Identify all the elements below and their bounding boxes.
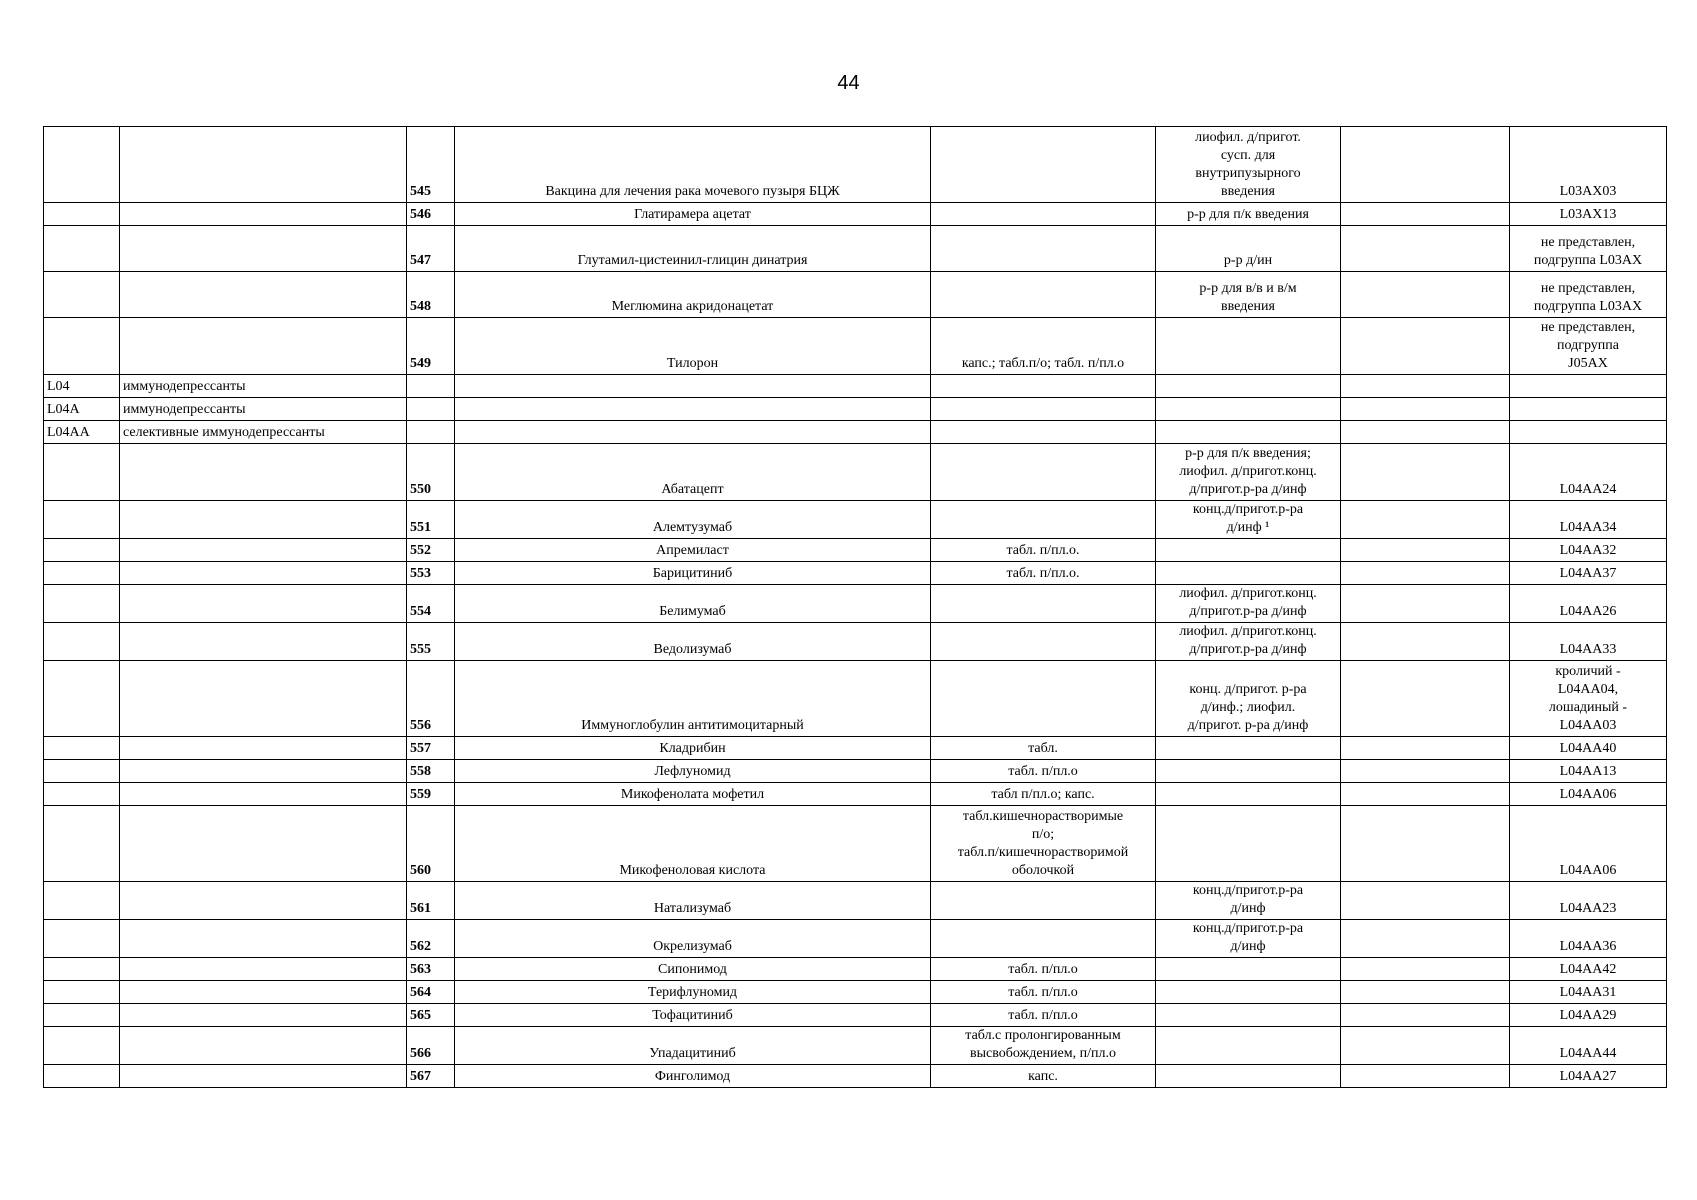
extra-cell — [1341, 981, 1510, 1004]
row-number-cell: 557 — [407, 737, 455, 760]
injection-form-cell: конц. д/пригот. р-ра д/инф.; лиофил. д/пригот. р-ра д/инф — [1156, 661, 1341, 737]
injection-form-cell: конц.д/пригот.р-ра д/инф — [1156, 920, 1341, 958]
group-name-cell — [120, 1065, 407, 1088]
drug-name-cell — [455, 398, 931, 421]
injection-form-cell — [1156, 1004, 1341, 1027]
injection-form-cell — [1156, 398, 1341, 421]
row-number-cell: 559 — [407, 783, 455, 806]
row-number-cell — [407, 375, 455, 398]
table-row — [44, 737, 1667, 760]
table-row — [44, 444, 1667, 501]
group-name-cell — [120, 203, 407, 226]
drug-name-cell — [455, 421, 931, 444]
atc-group-code-cell — [44, 760, 120, 783]
group-name-cell: селективные иммунодепрессанты — [120, 421, 407, 444]
extra-cell — [1341, 882, 1510, 920]
table-row — [44, 203, 1667, 226]
table-row — [44, 398, 1667, 421]
dosage-form-cell: табл. п/пл.о — [931, 958, 1156, 981]
dosage-form-cell: капс.; табл.п/о; табл. п/пл.о — [931, 318, 1156, 375]
atc-code-cell: L04AA44 — [1510, 1027, 1667, 1065]
row-number-cell: 556 — [407, 661, 455, 737]
table-row — [44, 318, 1667, 375]
table-row — [44, 760, 1667, 783]
atc-group-code-cell — [44, 882, 120, 920]
row-number-cell: 558 — [407, 760, 455, 783]
group-name-cell — [120, 127, 407, 203]
drug-name-cell: Белимумаб — [455, 585, 931, 623]
row-number-cell: 561 — [407, 882, 455, 920]
group-name-cell: иммунодепрессанты — [120, 375, 407, 398]
atc-group-code-cell — [44, 661, 120, 737]
drug-table — [43, 126, 1667, 1088]
atc-group-code-cell — [44, 958, 120, 981]
extra-cell — [1341, 623, 1510, 661]
injection-form-cell — [1156, 760, 1341, 783]
atc-group-code-cell — [44, 318, 120, 375]
row-number-cell: 564 — [407, 981, 455, 1004]
dosage-form-cell — [931, 127, 1156, 203]
group-name-cell — [120, 226, 407, 272]
drug-name-cell: Тофацитиниб — [455, 1004, 931, 1027]
drug-name-cell: Апремиласт — [455, 539, 931, 562]
extra-cell — [1341, 398, 1510, 421]
table-body — [44, 127, 1667, 1088]
group-name-cell — [120, 661, 407, 737]
extra-cell — [1341, 783, 1510, 806]
group-name-cell — [120, 920, 407, 958]
drug-name-cell: Барицитиниб — [455, 562, 931, 585]
extra-cell — [1341, 226, 1510, 272]
extra-cell — [1341, 421, 1510, 444]
row-number-cell: 554 — [407, 585, 455, 623]
row-number-cell: 546 — [407, 203, 455, 226]
atc-group-code-cell — [44, 272, 120, 318]
atc-group-code-cell — [44, 981, 120, 1004]
atc-code-cell: L04AA06 — [1510, 783, 1667, 806]
atc-group-code-cell — [44, 1004, 120, 1027]
dosage-form-cell — [931, 421, 1156, 444]
atc-code-cell: L03AX13 — [1510, 203, 1667, 226]
group-name-cell — [120, 585, 407, 623]
row-number-cell: 563 — [407, 958, 455, 981]
atc-code-cell — [1510, 421, 1667, 444]
drug-name-cell: Ведолизумаб — [455, 623, 931, 661]
atc-code-cell: L04AA13 — [1510, 760, 1667, 783]
group-name-cell — [120, 1027, 407, 1065]
extra-cell — [1341, 920, 1510, 958]
row-number-cell: 551 — [407, 501, 455, 539]
table-row — [44, 226, 1667, 272]
row-number-cell: 547 — [407, 226, 455, 272]
drug-name-cell: Микофенолата мофетил — [455, 783, 931, 806]
group-name-cell — [120, 882, 407, 920]
row-number-cell — [407, 421, 455, 444]
dosage-form-cell — [931, 920, 1156, 958]
drug-name-cell: Окрелизумаб — [455, 920, 931, 958]
row-number-cell: 565 — [407, 1004, 455, 1027]
injection-form-cell: лиофил. д/пригот.конц. д/пригот.р-ра д/инф — [1156, 585, 1341, 623]
injection-form-cell: р-р для п/к введения; лиофил. д/пригот.конц. д/пригот.р-ра д/инф — [1156, 444, 1341, 501]
injection-form-cell — [1156, 783, 1341, 806]
drug-name-cell: Натализумаб — [455, 882, 931, 920]
row-number-cell: 552 — [407, 539, 455, 562]
drug-name-cell: Глатирамера ацетат — [455, 203, 931, 226]
atc-group-code-cell — [44, 737, 120, 760]
atc-code-cell: L04AA42 — [1510, 958, 1667, 981]
group-name-cell — [120, 981, 407, 1004]
group-name-cell — [120, 539, 407, 562]
extra-cell — [1341, 318, 1510, 375]
extra-cell — [1341, 375, 1510, 398]
atc-code-cell: L04AA23 — [1510, 882, 1667, 920]
atc-code-cell: L04AA34 — [1510, 501, 1667, 539]
atc-code-cell: L04AA37 — [1510, 562, 1667, 585]
table-row — [44, 501, 1667, 539]
injection-form-cell: лиофил. д/пригот.конц. д/пригот.р-ра д/инф — [1156, 623, 1341, 661]
table-row — [44, 981, 1667, 1004]
drug-name-cell: Микофеноловая кислота — [455, 806, 931, 882]
atc-code-cell: кроличий - L04AA04, лошадиный - L04AA03 — [1510, 661, 1667, 737]
table-row — [44, 585, 1667, 623]
drug-name-cell: Вакцина для лечения рака мочевого пузыря БЦЖ — [455, 127, 931, 203]
dosage-form-cell: табл п/пл.о; капс. — [931, 783, 1156, 806]
atc-code-cell: L03AX03 — [1510, 127, 1667, 203]
dosage-form-cell: капс. — [931, 1065, 1156, 1088]
extra-cell — [1341, 661, 1510, 737]
group-name-cell — [120, 958, 407, 981]
drug-name-cell: Финголимод — [455, 1065, 931, 1088]
atc-group-code-cell — [44, 920, 120, 958]
dosage-form-cell — [931, 623, 1156, 661]
extra-cell — [1341, 1027, 1510, 1065]
dosage-form-cell: табл.с пролонгированным высвобождением, п/пл.о — [931, 1027, 1156, 1065]
injection-form-cell — [1156, 1065, 1341, 1088]
page-number: 44 — [837, 72, 860, 94]
atc-code-cell: не представлен, подгруппа L03AX — [1510, 272, 1667, 318]
row-number-cell: 550 — [407, 444, 455, 501]
table-row — [44, 1004, 1667, 1027]
row-number-cell: 567 — [407, 1065, 455, 1088]
table-row — [44, 272, 1667, 318]
drug-name-cell: Меглюмина акридонацетат — [455, 272, 931, 318]
atc-group-code-cell — [44, 444, 120, 501]
atc-code-cell: L04AA26 — [1510, 585, 1667, 623]
group-name-cell — [120, 783, 407, 806]
injection-form-cell — [1156, 981, 1341, 1004]
drug-name-cell: Абатацепт — [455, 444, 931, 501]
drug-name-cell: Тилорон — [455, 318, 931, 375]
atc-group-code-cell — [44, 539, 120, 562]
injection-form-cell: р-р для п/к введения — [1156, 203, 1341, 226]
table-row — [44, 920, 1667, 958]
dosage-form-cell — [931, 375, 1156, 398]
table-row — [44, 1065, 1667, 1088]
group-name-cell — [120, 562, 407, 585]
row-number-cell: 548 — [407, 272, 455, 318]
injection-form-cell — [1156, 375, 1341, 398]
atc-group-code-cell: L04AA — [44, 421, 120, 444]
extra-cell — [1341, 1065, 1510, 1088]
injection-form-cell: конц.д/пригот.р-ра д/инф — [1156, 882, 1341, 920]
atc-code-cell: не представлен, подгруппа J05AX — [1510, 318, 1667, 375]
injection-form-cell — [1156, 1027, 1341, 1065]
extra-cell — [1341, 585, 1510, 623]
group-name-cell — [120, 806, 407, 882]
extra-cell — [1341, 958, 1510, 981]
atc-group-code-cell — [44, 783, 120, 806]
row-number-cell: 555 — [407, 623, 455, 661]
extra-cell — [1341, 539, 1510, 562]
row-number-cell: 566 — [407, 1027, 455, 1065]
drug-name-cell: Лефлуномид — [455, 760, 931, 783]
extra-cell — [1341, 806, 1510, 882]
atc-code-cell: L04AA24 — [1510, 444, 1667, 501]
drug-name-cell: Сипонимод — [455, 958, 931, 981]
table-row — [44, 958, 1667, 981]
drug-name-cell: Упадацитиниб — [455, 1027, 931, 1065]
atc-group-code-cell — [44, 226, 120, 272]
drug-name-cell: Терифлуномид — [455, 981, 931, 1004]
table-row — [44, 375, 1667, 398]
extra-cell — [1341, 272, 1510, 318]
dosage-form-cell: табл. п/пл.о — [931, 1004, 1156, 1027]
row-number-cell: 562 — [407, 920, 455, 958]
table-row — [44, 806, 1667, 882]
table-row — [44, 1027, 1667, 1065]
drug-name-cell: Иммуноглобулин антитимоцитарный — [455, 661, 931, 737]
atc-group-code-cell — [44, 1027, 120, 1065]
atc-code-cell: L04AA31 — [1510, 981, 1667, 1004]
injection-form-cell — [1156, 318, 1341, 375]
extra-cell — [1341, 1004, 1510, 1027]
injection-form-cell: р-р д/ин — [1156, 226, 1341, 272]
injection-form-cell — [1156, 737, 1341, 760]
atc-group-code-cell — [44, 806, 120, 882]
table-row — [44, 882, 1667, 920]
row-number-cell: 560 — [407, 806, 455, 882]
table-row — [44, 783, 1667, 806]
extra-cell — [1341, 444, 1510, 501]
injection-form-cell: лиофил. д/пригот. сусп. для внутрипузырного введения — [1156, 127, 1341, 203]
row-number-cell — [407, 398, 455, 421]
table-row — [44, 421, 1667, 444]
row-number-cell: 545 — [407, 127, 455, 203]
injection-form-cell: р-р для в/в и в/м введения — [1156, 272, 1341, 318]
row-number-cell: 549 — [407, 318, 455, 375]
dosage-form-cell: табл. п/пл.о — [931, 981, 1156, 1004]
extra-cell — [1341, 127, 1510, 203]
atc-group-code-cell — [44, 562, 120, 585]
atc-code-cell — [1510, 398, 1667, 421]
dosage-form-cell: табл.кишечнорастворимые п/о; табл.п/кишечнорастворимой оболочкой — [931, 806, 1156, 882]
group-name-cell — [120, 318, 407, 375]
group-name-cell — [120, 760, 407, 783]
drug-name-cell: Глутамил-цистеинил-глицин динатрия — [455, 226, 931, 272]
drug-name-cell: Кладрибин — [455, 737, 931, 760]
injection-form-cell: конц.д/пригот.р-ра д/инф ¹ — [1156, 501, 1341, 539]
atc-group-code-cell: L04A — [44, 398, 120, 421]
table-row — [44, 562, 1667, 585]
dosage-form-cell — [931, 203, 1156, 226]
injection-form-cell — [1156, 421, 1341, 444]
injection-form-cell — [1156, 958, 1341, 981]
extra-cell — [1341, 562, 1510, 585]
row-number-cell: 553 — [407, 562, 455, 585]
dosage-form-cell — [931, 882, 1156, 920]
atc-group-code-cell — [44, 585, 120, 623]
atc-code-cell: L04AA27 — [1510, 1065, 1667, 1088]
atc-group-code-cell — [44, 501, 120, 539]
atc-code-cell: L04AA06 — [1510, 806, 1667, 882]
group-name-cell: иммунодепрессанты — [120, 398, 407, 421]
dosage-form-cell: табл. п/пл.о. — [931, 562, 1156, 585]
atc-code-cell — [1510, 375, 1667, 398]
dosage-form-cell — [931, 398, 1156, 421]
dosage-form-cell: табл. — [931, 737, 1156, 760]
dosage-form-cell — [931, 501, 1156, 539]
group-name-cell — [120, 444, 407, 501]
dosage-form-cell — [931, 226, 1156, 272]
group-name-cell — [120, 272, 407, 318]
atc-code-cell: L04AA36 — [1510, 920, 1667, 958]
atc-code-cell: не представлен, подгруппа L03AX — [1510, 226, 1667, 272]
table-row — [44, 127, 1667, 203]
drug-name-cell — [455, 375, 931, 398]
extra-cell — [1341, 501, 1510, 539]
atc-code-cell: L04AA29 — [1510, 1004, 1667, 1027]
drug-name-cell: Алемтузумаб — [455, 501, 931, 539]
atc-code-cell: L04AA32 — [1510, 539, 1667, 562]
atc-group-code-cell — [44, 203, 120, 226]
dosage-form-cell — [931, 272, 1156, 318]
extra-cell — [1341, 737, 1510, 760]
atc-group-code-cell: L04 — [44, 375, 120, 398]
injection-form-cell — [1156, 539, 1341, 562]
table-row — [44, 623, 1667, 661]
group-name-cell — [120, 501, 407, 539]
extra-cell — [1341, 203, 1510, 226]
dosage-form-cell — [931, 661, 1156, 737]
group-name-cell — [120, 623, 407, 661]
table-row — [44, 661, 1667, 737]
dosage-form-cell: табл. п/пл.о — [931, 760, 1156, 783]
group-name-cell — [120, 737, 407, 760]
dosage-form-cell — [931, 444, 1156, 501]
injection-form-cell — [1156, 806, 1341, 882]
extra-cell — [1341, 760, 1510, 783]
injection-form-cell — [1156, 562, 1341, 585]
atc-code-cell: L04AA40 — [1510, 737, 1667, 760]
atc-code-cell: L04AA33 — [1510, 623, 1667, 661]
table-row — [44, 539, 1667, 562]
dosage-form-cell — [931, 585, 1156, 623]
group-name-cell — [120, 1004, 407, 1027]
atc-group-code-cell — [44, 127, 120, 203]
atc-group-code-cell — [44, 1065, 120, 1088]
atc-group-code-cell — [44, 623, 120, 661]
dosage-form-cell: табл. п/пл.о. — [931, 539, 1156, 562]
